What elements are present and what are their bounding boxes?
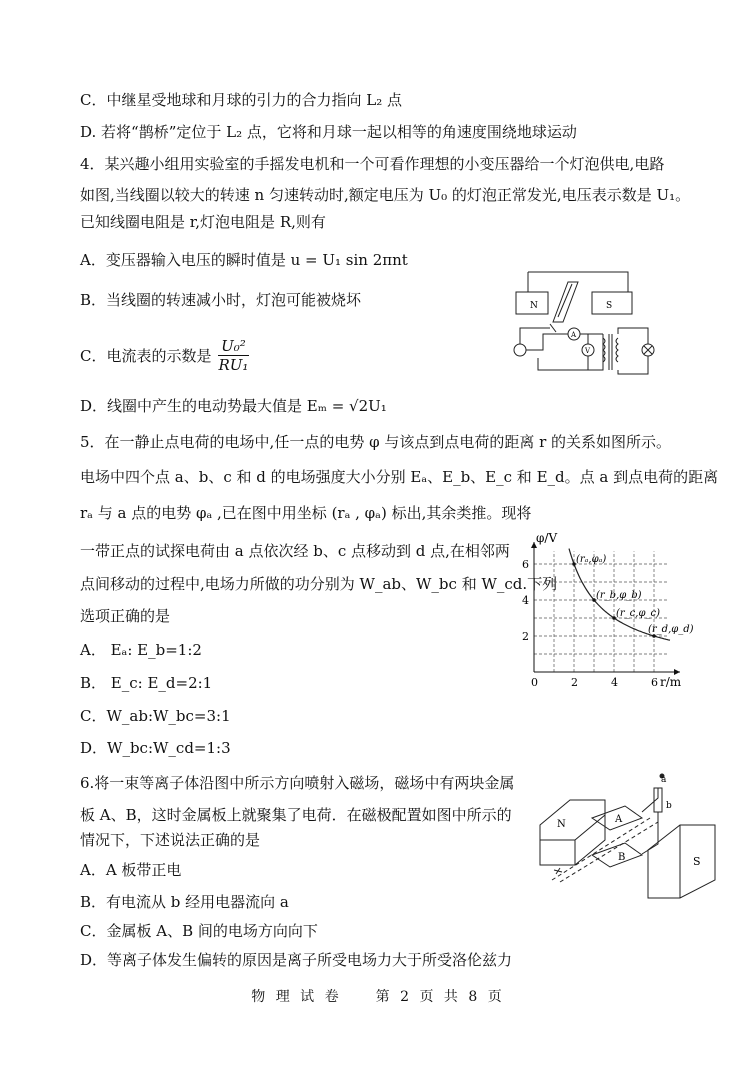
s-pole-label: S	[693, 855, 701, 868]
q5-option-c: C．W_ab:W_bc=3:1	[80, 707, 231, 725]
q5-stem-line1: 5．在一静止点电荷的电场中,任一点的电势 φ 与该点到点电荷的距离 r 的关系如图所示。	[80, 433, 672, 451]
y-tick-label: 2	[522, 630, 529, 643]
plate-b	[592, 843, 642, 867]
q3-option-c: C．中继星受地球和月球的引力的合力指向 L₂ 点	[80, 91, 402, 109]
page-footer: 物 理 试 卷 第 2 页 共 8 页	[251, 989, 505, 1005]
x-tick-label: 4	[611, 676, 618, 689]
point-label: (rₐ,φₐ)	[576, 554, 607, 565]
ammeter-label: A	[571, 331, 577, 339]
q6-option-c: C．金属板 A、B 间的电场方向向下	[80, 922, 318, 940]
q5-option-b: B． E_c: E_d=2:1	[80, 674, 213, 692]
x-axis-label: r/m	[660, 675, 682, 689]
q6-stem-line3: 情况下，下述说法正确的是	[80, 831, 261, 849]
q3-option-d: D. 若将“鹊桥”定位于 L₂ 点，它将和月球一起以相等的角速度围绕地球运动	[80, 123, 577, 141]
q4-option-c	[80, 337, 251, 374]
q4-option-d: D．线圈中产生的电动势最大值是 Eₘ = √2U₁	[80, 397, 387, 415]
q4-option-c-fraction	[215, 337, 251, 374]
plate-b-label: B	[618, 852, 626, 863]
point-label: (r_d,φ_d)	[648, 624, 694, 635]
q4-stem-line3: 已知线圈电阻是 r,灯泡电阻是 R,则有	[80, 213, 326, 231]
mhd-generator-diagram	[530, 770, 720, 900]
x-tick-label: 0	[531, 676, 538, 689]
n-pole-label: N	[557, 819, 566, 830]
voltmeter-label: V	[585, 347, 591, 355]
q5-option-d: D．W_bc:W_cd=1:3	[80, 739, 231, 757]
q4-stem-line2: 如图,当线圈以较大的转速 n 匀速转动时,额定电压为 U₀ 的灯泡正常发光,电压表示数是 U₁。	[80, 186, 691, 204]
x-tick-label: 2	[571, 676, 578, 689]
q6-stem-line2: 板 A、B，这时金属板上就聚集了电荷．在磁极配置如图中所示的	[80, 806, 512, 824]
fraction-denominator: RU₁	[218, 356, 249, 374]
x-tick-label: 6	[651, 676, 658, 689]
q5-stem-line2: 电场中四个点 a、b、c 和 d 的电场强度大小分别 Eₐ、E_b、E_c 和 E_d。点 a 到点电荷的距离	[80, 468, 719, 486]
q4-option-a: A．变压器输入电压的瞬时值是 u = U₁ sin 2πnt	[80, 251, 408, 269]
potential-distance-chart	[512, 531, 694, 692]
q5-stem-line4: 一带正点的试探电荷由 a 点依次经 b、c 点移动到 d 点,在相邻两	[80, 542, 510, 560]
q4-stem-line1: 4．某兴趣小组用实验室的手摇发电机和一个可看作理想的小变压器给一个灯泡供电,电路	[80, 155, 665, 173]
y-tick-label: 4	[522, 594, 529, 607]
q6-option-d: D．等离子体发生偏转的原因是离子所受电场力大于所受洛伦兹力	[80, 951, 513, 969]
y-axis-label: φ/V	[536, 531, 558, 545]
q6-option-a: A．A 板带正电	[80, 861, 182, 879]
point-label: (r_c,φ_c)	[616, 608, 660, 619]
generator-transformer-diagram	[508, 262, 664, 382]
s-pole-label: S	[606, 301, 613, 311]
q6-option-b: B．有电流从 b 经用电器流向 a	[80, 893, 289, 911]
fraction-numerator: U₀²	[218, 337, 249, 356]
terminal-a-label: a	[661, 775, 667, 785]
q5-stem-line6: 选项正确的是	[80, 607, 171, 625]
q4-option-c-prefix: C．电流表的示数是	[80, 346, 212, 365]
q6-stem-line1: 6.将一束等离子体沿图中所示方向喷射入磁场，磁场中有两块金属	[80, 774, 515, 792]
terminal-b-label: b	[666, 801, 672, 811]
q5-stem-line5: 点间移动的过程中,电场力所做的功分别为 W_ab、W_bc 和 W_cd.下列	[80, 575, 558, 593]
y-tick-label: 6	[522, 558, 529, 571]
n-pole-label: N	[530, 301, 538, 311]
q4-option-b: B．当线圈的转速减小时，灯泡可能被烧坏	[80, 291, 362, 309]
plate-a-label: A	[615, 814, 623, 825]
q5-option-a: A． Eₐ: E_b=1:2	[80, 641, 202, 659]
point-label: (r_b,φ_b)	[596, 590, 642, 601]
q5-stem-line3: rₐ 与 a 点的电势 φₐ ,已在图中用坐标 (rₐ , φₐ) 标出,其余类推。现将	[80, 504, 532, 522]
